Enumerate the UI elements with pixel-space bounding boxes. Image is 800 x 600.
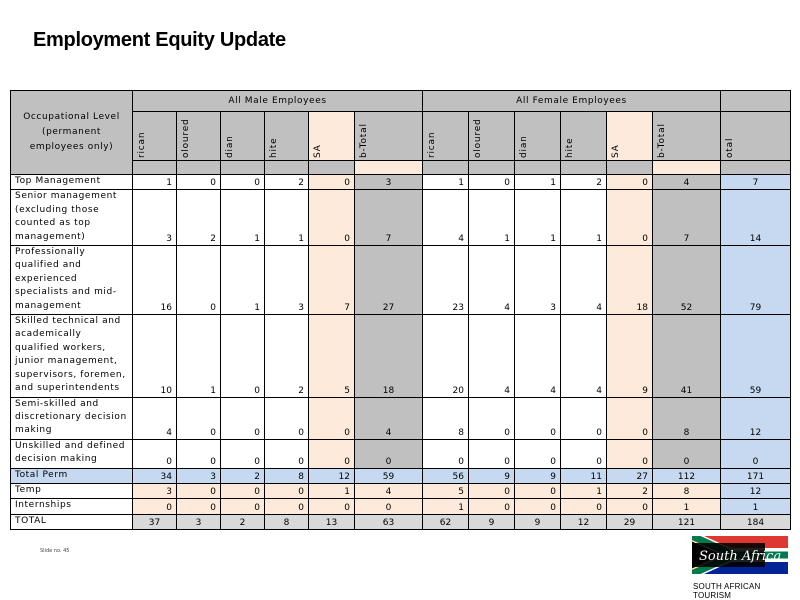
row-total-cell: 12 xyxy=(721,483,791,498)
table-row xyxy=(11,175,791,190)
row-label: Semi-skilled and discretionary decision making xyxy=(11,397,133,439)
value-cell: 121 xyxy=(653,514,721,529)
row-label: Internships xyxy=(11,499,133,514)
row-label: Unskilled and defined decision making xyxy=(11,439,133,468)
row-total-cell: 0 xyxy=(721,439,791,468)
value-cell: 3 xyxy=(265,246,309,315)
value-cell: 8 xyxy=(653,397,721,439)
value-cell: 0 xyxy=(309,190,355,246)
value-cell: 0 xyxy=(221,483,265,498)
value-cell: 0 xyxy=(561,397,607,439)
value-cell: 27 xyxy=(355,246,423,315)
value-cell: 1 xyxy=(653,499,721,514)
female-4-col-header xyxy=(607,112,653,161)
value-cell: 0 xyxy=(469,175,515,190)
value-cell: 1 xyxy=(265,190,309,246)
value-cell: 7 xyxy=(355,190,423,246)
value-cell: 0 xyxy=(133,499,177,514)
value-cell: 37 xyxy=(133,514,177,529)
summary-row xyxy=(11,468,791,483)
value-cell: 12 xyxy=(309,468,355,483)
value-cell: 2 xyxy=(221,468,265,483)
value-cell: 11 xyxy=(561,468,607,483)
value-cell: 0 xyxy=(469,483,515,498)
value-cell: 29 xyxy=(607,514,653,529)
spacer-cell xyxy=(653,161,721,175)
row-total-cell: 14 xyxy=(721,190,791,246)
value-cell: 2 xyxy=(561,175,607,190)
male-4-col-label: SA xyxy=(313,144,323,158)
spacer-cell xyxy=(265,161,309,175)
value-cell: 9 xyxy=(515,468,561,483)
value-cell: 2 xyxy=(607,483,653,498)
spacer-cell xyxy=(423,161,469,175)
value-cell: 4 xyxy=(515,315,561,397)
value-cell: 1 xyxy=(221,190,265,246)
value-cell: 1 xyxy=(423,499,469,514)
row-label: Top Management xyxy=(11,175,133,190)
value-cell: 5 xyxy=(309,315,355,397)
logo-caption: SOUTH AFRICAN TOURISM xyxy=(693,582,761,600)
spacer-cell xyxy=(721,161,791,175)
value-cell: 0 xyxy=(561,499,607,514)
value-cell: 3 xyxy=(133,483,177,498)
value-cell: 1 xyxy=(561,190,607,246)
female-group-header: All Female Employees xyxy=(423,91,721,112)
row-total-cell: 7 xyxy=(721,175,791,190)
value-cell: 41 xyxy=(653,315,721,397)
female-3-col-label: hite xyxy=(565,137,575,158)
value-cell: 0 xyxy=(309,397,355,439)
value-cell: 0 xyxy=(221,439,265,468)
value-cell: 7 xyxy=(653,190,721,246)
female-2-col-label: dian xyxy=(519,135,529,158)
male-2-col-header xyxy=(221,112,265,161)
value-cell: 5 xyxy=(423,483,469,498)
value-cell: 4 xyxy=(561,315,607,397)
value-cell: 0 xyxy=(177,483,221,498)
value-cell: 112 xyxy=(653,468,721,483)
value-cell: 0 xyxy=(309,439,355,468)
value-cell: 0 xyxy=(607,175,653,190)
row-label: Total Perm xyxy=(11,468,133,483)
value-cell: 4 xyxy=(469,315,515,397)
value-cell: 1 xyxy=(561,483,607,498)
summary-row xyxy=(11,483,791,498)
spacer-cell xyxy=(515,161,561,175)
value-cell: 9 xyxy=(469,514,515,529)
value-cell: 1 xyxy=(469,190,515,246)
female-5-col-header xyxy=(653,112,721,161)
group-header-row xyxy=(11,91,791,112)
value-cell: 8 xyxy=(653,483,721,498)
value-cell: 4 xyxy=(423,190,469,246)
value-cell: 63 xyxy=(355,514,423,529)
female-4-col-label: SA xyxy=(611,144,621,158)
value-cell: 0 xyxy=(607,439,653,468)
value-cell: 1 xyxy=(515,175,561,190)
value-cell: 0 xyxy=(423,439,469,468)
table-row xyxy=(11,315,791,397)
value-cell: 1 xyxy=(177,315,221,397)
row-label: Senior management (excluding those counted as top management) xyxy=(11,190,133,246)
page-title: Employment Equity Update xyxy=(33,29,286,51)
value-cell: 0 xyxy=(177,439,221,468)
value-cell: 0 xyxy=(221,315,265,397)
value-cell: 4 xyxy=(653,175,721,190)
female-1-col-label: oloured xyxy=(473,118,483,158)
slide-number: Slide no. 45 xyxy=(40,548,70,554)
value-cell: 0 xyxy=(515,439,561,468)
occupational-level-header: Occupational Level (permanent employees only) xyxy=(11,91,133,175)
female-2-col-header xyxy=(515,112,561,161)
value-cell: 10 xyxy=(133,315,177,397)
value-cell: 2 xyxy=(265,175,309,190)
male-group-header: All Male Employees xyxy=(133,91,423,112)
value-cell: 4 xyxy=(469,246,515,315)
value-cell: 12 xyxy=(561,514,607,529)
value-cell: 8 xyxy=(423,397,469,439)
value-cell: 7 xyxy=(309,246,355,315)
value-cell: 8 xyxy=(265,514,309,529)
value-cell: 1 xyxy=(221,246,265,315)
row-label: Temp xyxy=(11,483,133,498)
value-cell: 1 xyxy=(423,175,469,190)
value-cell: 16 xyxy=(133,246,177,315)
logo-script-text: South Africa xyxy=(699,549,782,564)
value-cell: 4 xyxy=(561,246,607,315)
value-cell: 18 xyxy=(607,246,653,315)
value-cell: 1 xyxy=(133,175,177,190)
row-total-cell: 12 xyxy=(721,397,791,439)
value-cell: 3 xyxy=(177,514,221,529)
value-cell: 0 xyxy=(265,483,309,498)
value-cell: 4 xyxy=(355,483,423,498)
female-1-col-header xyxy=(469,112,515,161)
row-total-cell: 184 xyxy=(721,514,791,529)
value-cell: 0 xyxy=(177,175,221,190)
spacer-cell xyxy=(469,161,515,175)
male-3-col-header xyxy=(265,112,309,161)
row-total-cell: 171 xyxy=(721,468,791,483)
male-0-col-header xyxy=(133,112,177,161)
male-5-col-header xyxy=(355,112,423,161)
value-cell: 0 xyxy=(607,397,653,439)
female-3-col-header xyxy=(561,112,607,161)
value-cell: 1 xyxy=(309,483,355,498)
value-cell: 0 xyxy=(561,439,607,468)
value-cell: 1 xyxy=(515,190,561,246)
value-cell: 0 xyxy=(177,397,221,439)
value-cell: 0 xyxy=(177,246,221,315)
spacer-cell xyxy=(133,161,177,175)
value-cell: 62 xyxy=(423,514,469,529)
value-cell: 0 xyxy=(515,397,561,439)
total-col-label: otal xyxy=(725,137,735,158)
value-cell: 59 xyxy=(355,468,423,483)
value-cell: 27 xyxy=(607,468,653,483)
total-col-header xyxy=(721,112,791,161)
value-cell: 20 xyxy=(423,315,469,397)
female-5-col-label: b-Total xyxy=(657,123,667,158)
employment-equity-table xyxy=(10,90,791,530)
value-cell: 0 xyxy=(469,397,515,439)
male-0-col-label: rican xyxy=(137,131,147,158)
value-cell: 0 xyxy=(309,175,355,190)
spacer-cell xyxy=(355,161,423,175)
value-cell: 0 xyxy=(469,499,515,514)
table-row xyxy=(11,190,791,246)
value-cell: 0 xyxy=(515,499,561,514)
value-cell: 0 xyxy=(221,499,265,514)
value-cell: 13 xyxy=(309,514,355,529)
male-5-col-label: b-Total xyxy=(359,123,369,158)
value-cell: 0 xyxy=(265,499,309,514)
row-label: Skilled technical and academically qualified workers, junior management, supervisors, foremen, and superintendents xyxy=(11,315,133,397)
value-cell: 52 xyxy=(653,246,721,315)
value-cell: 2 xyxy=(177,190,221,246)
table-row xyxy=(11,246,791,315)
value-cell: 0 xyxy=(607,499,653,514)
male-1-col-label: oloured xyxy=(181,118,191,158)
female-0-col-header xyxy=(423,112,469,161)
spacer-cell xyxy=(221,161,265,175)
value-cell: 0 xyxy=(515,483,561,498)
value-cell: 0 xyxy=(221,397,265,439)
value-cell: 4 xyxy=(133,397,177,439)
spacer-cell xyxy=(177,161,221,175)
value-cell: 0 xyxy=(221,175,265,190)
value-cell: 0 xyxy=(133,439,177,468)
value-cell: 0 xyxy=(653,439,721,468)
spacer-cell xyxy=(561,161,607,175)
male-1-col-header xyxy=(177,112,221,161)
row-label: TOTAL xyxy=(11,514,133,529)
value-cell: 3 xyxy=(355,175,423,190)
value-cell: 0 xyxy=(177,499,221,514)
value-cell: 0 xyxy=(607,190,653,246)
spacer-cell xyxy=(607,161,653,175)
spacer-cell xyxy=(309,161,355,175)
male-4-col-header xyxy=(309,112,355,161)
value-cell: 0 xyxy=(355,439,423,468)
value-cell: 0 xyxy=(469,439,515,468)
value-cell: 0 xyxy=(309,499,355,514)
female-0-col-label: rican xyxy=(427,131,437,158)
summary-row xyxy=(11,499,791,514)
value-cell: 2 xyxy=(221,514,265,529)
value-cell: 9 xyxy=(515,514,561,529)
male-2-col-label: dian xyxy=(225,135,235,158)
row-total-cell: 1 xyxy=(721,499,791,514)
male-3-col-label: hite xyxy=(269,137,279,158)
row-total-cell: 59 xyxy=(721,315,791,397)
table-row xyxy=(11,439,791,468)
value-cell: 3 xyxy=(133,190,177,246)
value-cell: 3 xyxy=(177,468,221,483)
table-row xyxy=(11,397,791,439)
value-cell: 2 xyxy=(265,315,309,397)
row-label: Professionally qualified and experienced specialists and mid-management xyxy=(11,246,133,315)
value-cell: 0 xyxy=(265,397,309,439)
total-group-header xyxy=(721,91,791,112)
value-cell: 9 xyxy=(607,315,653,397)
value-cell: 0 xyxy=(265,439,309,468)
row-total-cell: 79 xyxy=(721,246,791,315)
value-cell: 0 xyxy=(355,499,423,514)
value-cell: 3 xyxy=(515,246,561,315)
value-cell: 56 xyxy=(423,468,469,483)
value-cell: 8 xyxy=(265,468,309,483)
value-cell: 4 xyxy=(355,397,423,439)
value-cell: 34 xyxy=(133,468,177,483)
south-africa-flag-logo xyxy=(692,536,788,574)
value-cell: 23 xyxy=(423,246,469,315)
value-cell: 18 xyxy=(355,315,423,397)
summary-row xyxy=(11,514,791,529)
value-cell: 9 xyxy=(469,468,515,483)
